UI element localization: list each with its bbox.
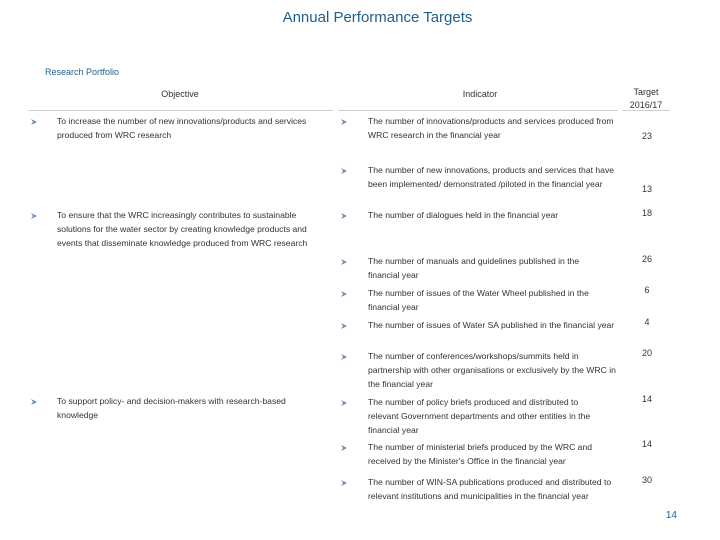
target-value: 30 (641, 475, 652, 485)
indicator-text: The number of conferences/workshops/summits held in partnership with other organisations or exclusively by the WRC in the financial year (368, 351, 616, 389)
indicator-text: The number of policy briefs produced and distributed to relevant Government departments and other entities in the financial year (368, 397, 591, 435)
target-value: 14 (641, 394, 652, 404)
target-value: 20 (641, 348, 652, 358)
indicator-text: The number of WIN-SA publications produced and distributed to relevant institutions and municipalities in the financial year (368, 477, 612, 501)
arrow-bullet-icon (340, 118, 348, 126)
section-subtitle: Research Portfolio (45, 67, 120, 77)
target-value: 13 (641, 184, 652, 194)
indicator-text: The number of ministerial briefs produced by the WRC and received by the Minister's Office in the financial year (368, 442, 593, 466)
page-number: 14 (665, 510, 677, 521)
arrow-bullet-icon (340, 399, 348, 407)
header-divider-target (622, 110, 670, 111)
target-value: 23 (641, 131, 652, 141)
target-value: 4 (644, 317, 650, 327)
arrow-bullet-icon (30, 212, 38, 220)
indicator-text: The number of issues of the Water Wheel published in the financial year (368, 288, 589, 312)
indicator-text: The number of new innovations, products and services that have been implemented/ demonstrated /piloted in the financial year (368, 165, 615, 189)
arrow-bullet-icon (30, 398, 38, 406)
header-divider-indicator (338, 110, 618, 111)
objective-text: To ensure that the WRC increasingly contributes to sustainable solutions for the water sector by creating knowledge products and events that disseminate knowledge produced from WRC research (57, 210, 308, 248)
indicator-text: The number of issues of Water SA published in the financial year (368, 320, 615, 330)
header-divider-objective (28, 110, 333, 111)
indicator-text: The number of manuals and guidelines published in the financial year (368, 256, 580, 280)
target-value: 6 (644, 285, 650, 295)
target-value: 18 (641, 208, 652, 218)
page-title: Annual Performance Targets (282, 9, 473, 26)
target-value: 14 (641, 439, 652, 449)
arrow-bullet-icon (340, 444, 348, 452)
arrow-bullet-icon (340, 479, 348, 487)
objective-text: To support policy- and decision-makers with research-based knowledge (57, 396, 286, 420)
arrow-bullet-icon (340, 290, 348, 298)
header-indicator: Indicator (462, 89, 498, 99)
arrow-bullet-icon (340, 167, 348, 175)
indicator-text: The number of innovations/products and services produced from WRC research in the financial year (368, 116, 614, 140)
arrow-bullet-icon (30, 118, 38, 126)
target-value: 26 (641, 254, 652, 264)
objective-text: To increase the number of new innovations/products and services produced from WRC research (57, 116, 307, 140)
header-objective: Objective (161, 89, 199, 99)
arrow-bullet-icon (340, 322, 348, 330)
indicator-text: The number of dialogues held in the financial year (368, 210, 559, 220)
arrow-bullet-icon (340, 258, 348, 266)
arrow-bullet-icon (340, 353, 348, 361)
header-target: Target 2016/17 (629, 87, 663, 110)
arrow-bullet-icon (340, 212, 348, 220)
